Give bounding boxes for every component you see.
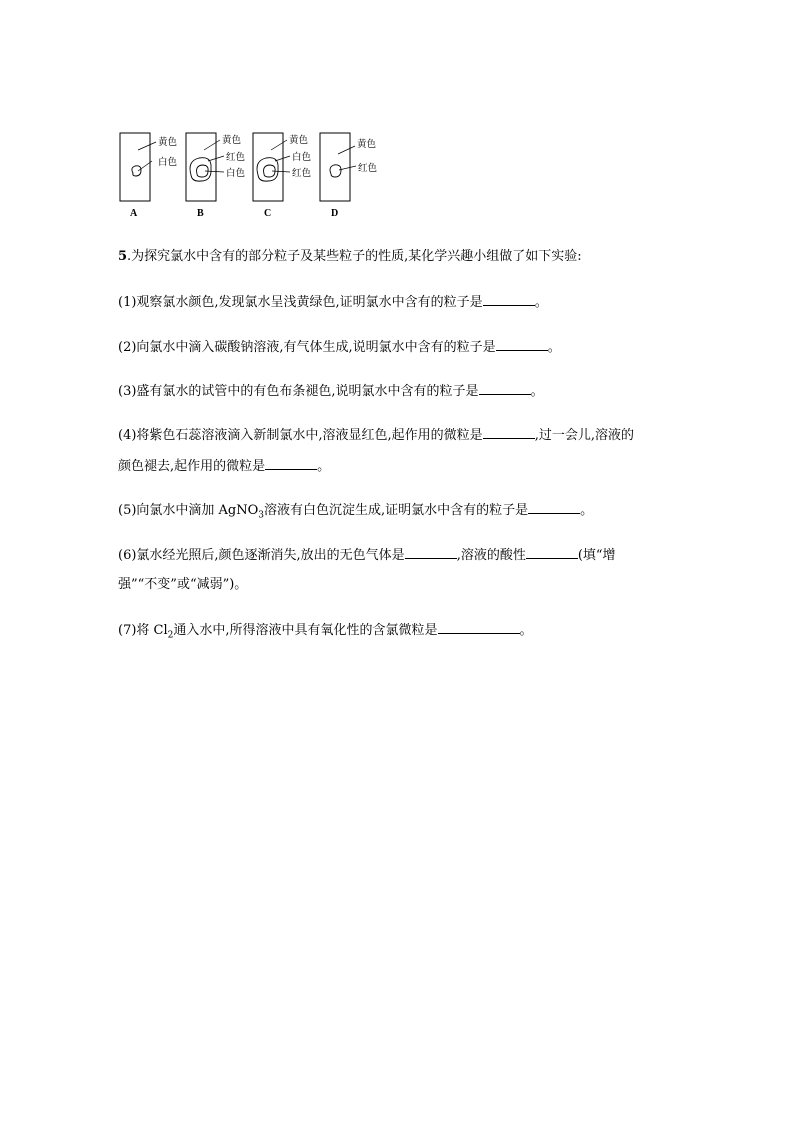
caption-c: C xyxy=(264,208,272,219)
label-a-2: 白色 xyxy=(158,157,178,168)
label-b-1: 黄色 xyxy=(222,135,242,146)
item-4-text-a: (4)将紫色石蕊溶液滴入新制氯水中,溶液显红色,起作用的微粒是 xyxy=(118,428,483,443)
item-4-line-1 xyxy=(118,425,634,445)
intro-text: .为探究氯水中含有的部分粒子及某些粒子的性质,某化学兴趣小组做了如下实验: xyxy=(127,249,582,264)
item-3-text: (3)盛有氯水的试管中的有色布条褪色,说明氯水中含有的粒子是 xyxy=(118,384,479,399)
label-d-2: 红色 xyxy=(358,163,378,174)
item-4-text-b: ,过一会儿,溶液的 xyxy=(534,428,634,443)
answer-blank-2[interactable] xyxy=(496,337,548,351)
label-b-3: 白色 xyxy=(226,168,246,179)
answer-blank-6b[interactable] xyxy=(526,545,578,559)
item-1-text: (1)观察氯水颜色,发现氯水呈浅黄绿色,证明氯水中含有的粒子是 xyxy=(118,295,483,310)
answer-blank-3[interactable] xyxy=(479,381,531,395)
spot-white xyxy=(132,166,141,176)
spot-red xyxy=(330,165,341,177)
panel-b xyxy=(186,133,246,219)
caption-b: B xyxy=(197,208,204,219)
panel-c xyxy=(253,133,312,219)
answer-blank-6a[interactable] xyxy=(405,545,457,559)
label-d-1: 黄色 xyxy=(357,139,377,150)
item-1-end: 。 xyxy=(534,295,548,310)
item-1 xyxy=(118,292,548,312)
caption-d: D xyxy=(331,208,339,219)
panel-d xyxy=(320,133,378,219)
item-4-text-c: 颜色褪去,起作用的微粒是 xyxy=(118,459,266,474)
item-7-end: 。 xyxy=(519,623,533,638)
label-c-3: 红色 xyxy=(292,168,312,179)
label-c-2: 白色 xyxy=(292,152,312,163)
item-6-line-2 xyxy=(118,576,247,594)
item-6-text-c: (填“增 xyxy=(577,548,616,563)
item-6-text-b: ,溶液的酸性 xyxy=(456,548,526,563)
question-number: 5 xyxy=(118,249,128,264)
label-c-1: 黄色 xyxy=(289,135,309,146)
paper-strip xyxy=(320,133,350,201)
item-2-text: (2)向氯水中滴入碳酸钠溶液,有气体生成,说明氯水中含有的粒子是 xyxy=(118,340,496,355)
item-7 xyxy=(118,620,533,645)
item-7-text-a: (7)将 Cl xyxy=(118,623,168,638)
question-intro xyxy=(118,248,582,266)
item-7-subscript: 2 xyxy=(167,630,174,641)
answer-blank-4a[interactable] xyxy=(483,425,535,439)
item-2 xyxy=(118,337,561,357)
label-b-2: 红色 xyxy=(226,152,246,163)
item-3-end: 。 xyxy=(530,384,544,399)
paper-strip xyxy=(120,133,150,201)
item-6-text-d: 强”“不变”或“减弱”)。 xyxy=(118,577,248,592)
answer-blank-1[interactable] xyxy=(483,292,535,306)
panel-a xyxy=(120,133,178,219)
item-5-end: 。 xyxy=(580,503,594,518)
item-5-text-a: (5)向氯水中滴加 AgNO xyxy=(118,503,259,518)
label-a-1: 黄色 xyxy=(158,137,178,148)
caption-a: A xyxy=(130,208,138,219)
test-paper-figure xyxy=(116,128,396,223)
item-4-line-2 xyxy=(118,456,330,476)
litmus-paper-diagram xyxy=(116,128,396,223)
item-2-end: 。 xyxy=(547,340,561,355)
item-5-subscript: 3 xyxy=(258,510,265,521)
item-7-text-b: 通入水中,所得溶液中具有氧化性的含氯微粒是 xyxy=(173,623,438,638)
answer-blank-7[interactable] xyxy=(438,620,520,634)
item-6-line-1 xyxy=(118,545,616,565)
item-6-text-a: (6)氯水经光照后,颜色逐渐消失,放出的无色气体是 xyxy=(118,548,405,563)
item-5 xyxy=(118,500,593,525)
answer-blank-5[interactable] xyxy=(528,500,580,514)
answer-blank-4b[interactable] xyxy=(265,456,317,470)
item-3 xyxy=(118,381,544,401)
item-4-end: 。 xyxy=(317,459,331,474)
item-5-text-b: 溶液有白色沉淀生成,证明氯水中含有的粒子是 xyxy=(264,503,529,518)
